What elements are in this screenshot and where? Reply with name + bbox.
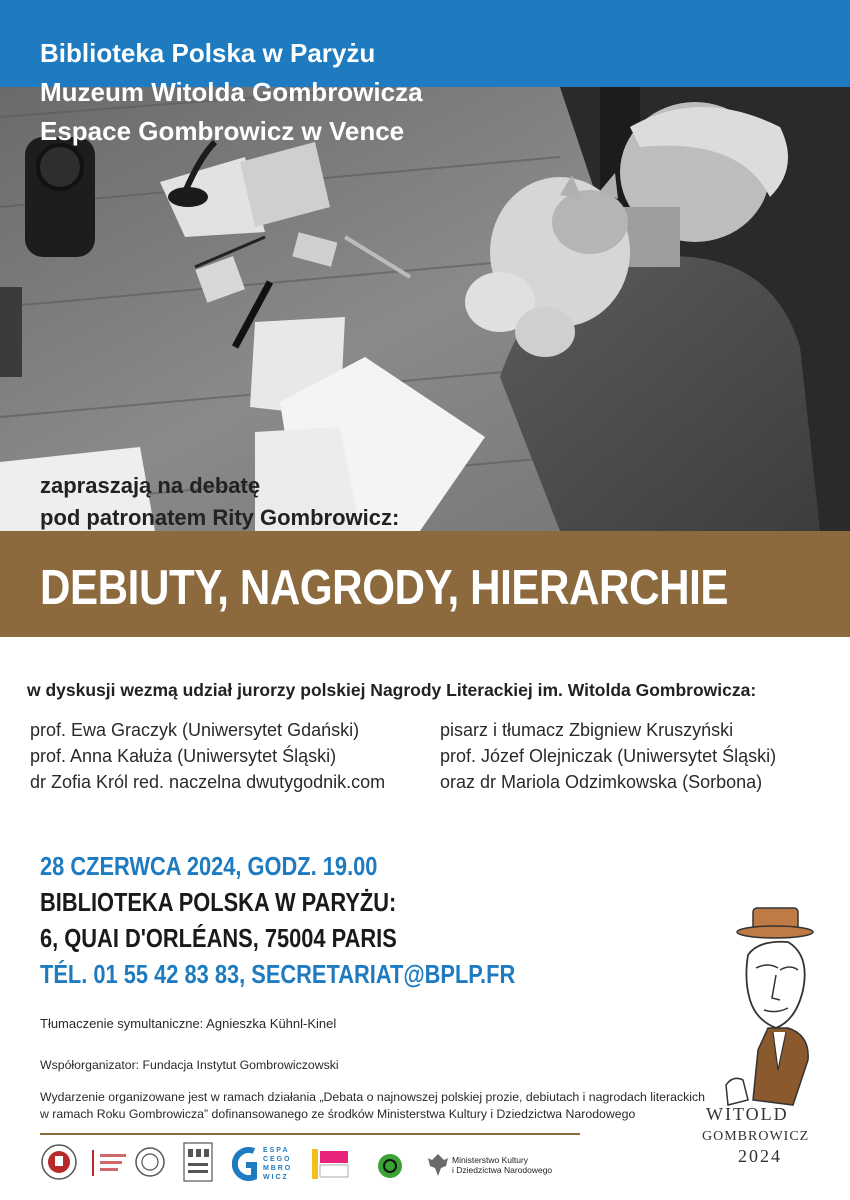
coorganizer-note: Współorganizator: Fundacja Instytut Gombrowiczowski [40,1058,339,1072]
espace-logo-text-4: W I C Z [263,1174,287,1181]
invitation-line-1: zapraszają na debatę [40,473,261,498]
panelists-right [440,717,776,795]
panel-intro: w dyskusji wezmą udział jurorzy polskiej Nagrody Literackiej im. Witolda Gombrowicza: [27,680,757,700]
ministry-logo-text [452,1155,552,1175]
event-venue: BIBLIOTEKA POLSKA W PARYŻU: [40,887,397,917]
organizers-heading [40,34,423,151]
instytut-gombrowiczowski-logo [312,1149,350,1179]
event-date: 28 CZERWCA 2024, GODZ. 19.00 [40,851,378,881]
espace-logo-text-2: C E G O [263,1156,290,1163]
event-contact: TÉL. 01 55 42 83 83, SECRETARIAT@BPLP.FR [40,959,516,989]
organizer-line-3: Espace Gombrowicz w Vence [40,116,405,146]
invitation-line-2: pod patronatem Rity Gombrowicz: [40,505,400,530]
museum-building-logo [182,1141,214,1183]
caricature-text-3: 2024 [738,1146,782,1166]
library-seal-logo [40,1143,78,1181]
invitation-text [40,470,399,534]
caricature-text-1: WITOLD [706,1104,789,1124]
biblioteka-polska-logo [92,1146,128,1180]
panelist: prof. Ewa Graczyk (Uniwersytet Gdański) [30,720,360,740]
panelists-left [30,717,385,795]
gombrowicz-caricature [698,900,833,1175]
debate-title: DEBIUTY, NAGRODY, HIERARCHIE [40,561,729,615]
panelist: prof. Józef Olejniczak (Uniwersytet Śląski) [440,746,777,766]
espace-logo-text-1: E S P A [263,1147,288,1154]
ministry-line-2: i Dziedzictwa Narodowego [452,1165,553,1175]
title-band [0,531,850,637]
green-circle-logo [376,1152,404,1180]
photo-gombrowicz-with-cat [0,87,850,531]
espace-logo-text-3: M B R O [263,1165,290,1172]
funding-note [40,1089,705,1123]
divider [40,1133,580,1135]
funding-line-2: w ramach Roku Gombrowicza” dofinansowanego ze środków Ministerstwa Kultury i Dziedzictwa Narodowego [40,1107,636,1121]
organizer-line-2: Muzeum Witolda Gombrowicza [40,77,423,107]
photo-illustration [0,87,850,531]
translation-note: Tłumaczenie symultaniczne: Agnieszka Kühnl-Kinel [40,1016,337,1031]
event-details [40,848,606,992]
panelist: dr Zofia Król red. naczelna dwutygodnik.com [30,772,386,792]
caricature-text-2: GOMBROWICZ [702,1129,810,1144]
panelist: oraz dr Mariola Odzimkowska (Sorbona) [440,772,763,792]
panelist: prof. Anna Kałuża (Uniwersytet Śląski) [30,746,337,766]
ministry-eagle-icon [426,1150,450,1180]
espace-gombrowicz-logo [232,1143,290,1183]
panelist: pisarz i tłumacz Zbigniew Kruszyński [440,720,734,740]
event-address: 6, QUAI D'ORLÉANS, 75004 PARIS [40,923,397,953]
society-seal-logo [134,1146,166,1178]
ministry-line-1: Ministerstwo Kultury [452,1155,529,1165]
funding-line-1: Wydarzenie organizowane jest w ramach działania „Debata o najnowszej polskiej prozie, debiutach i nagrodach literackich [40,1090,705,1104]
organizer-line-1: Biblioteka Polska w Paryżu [40,38,376,68]
